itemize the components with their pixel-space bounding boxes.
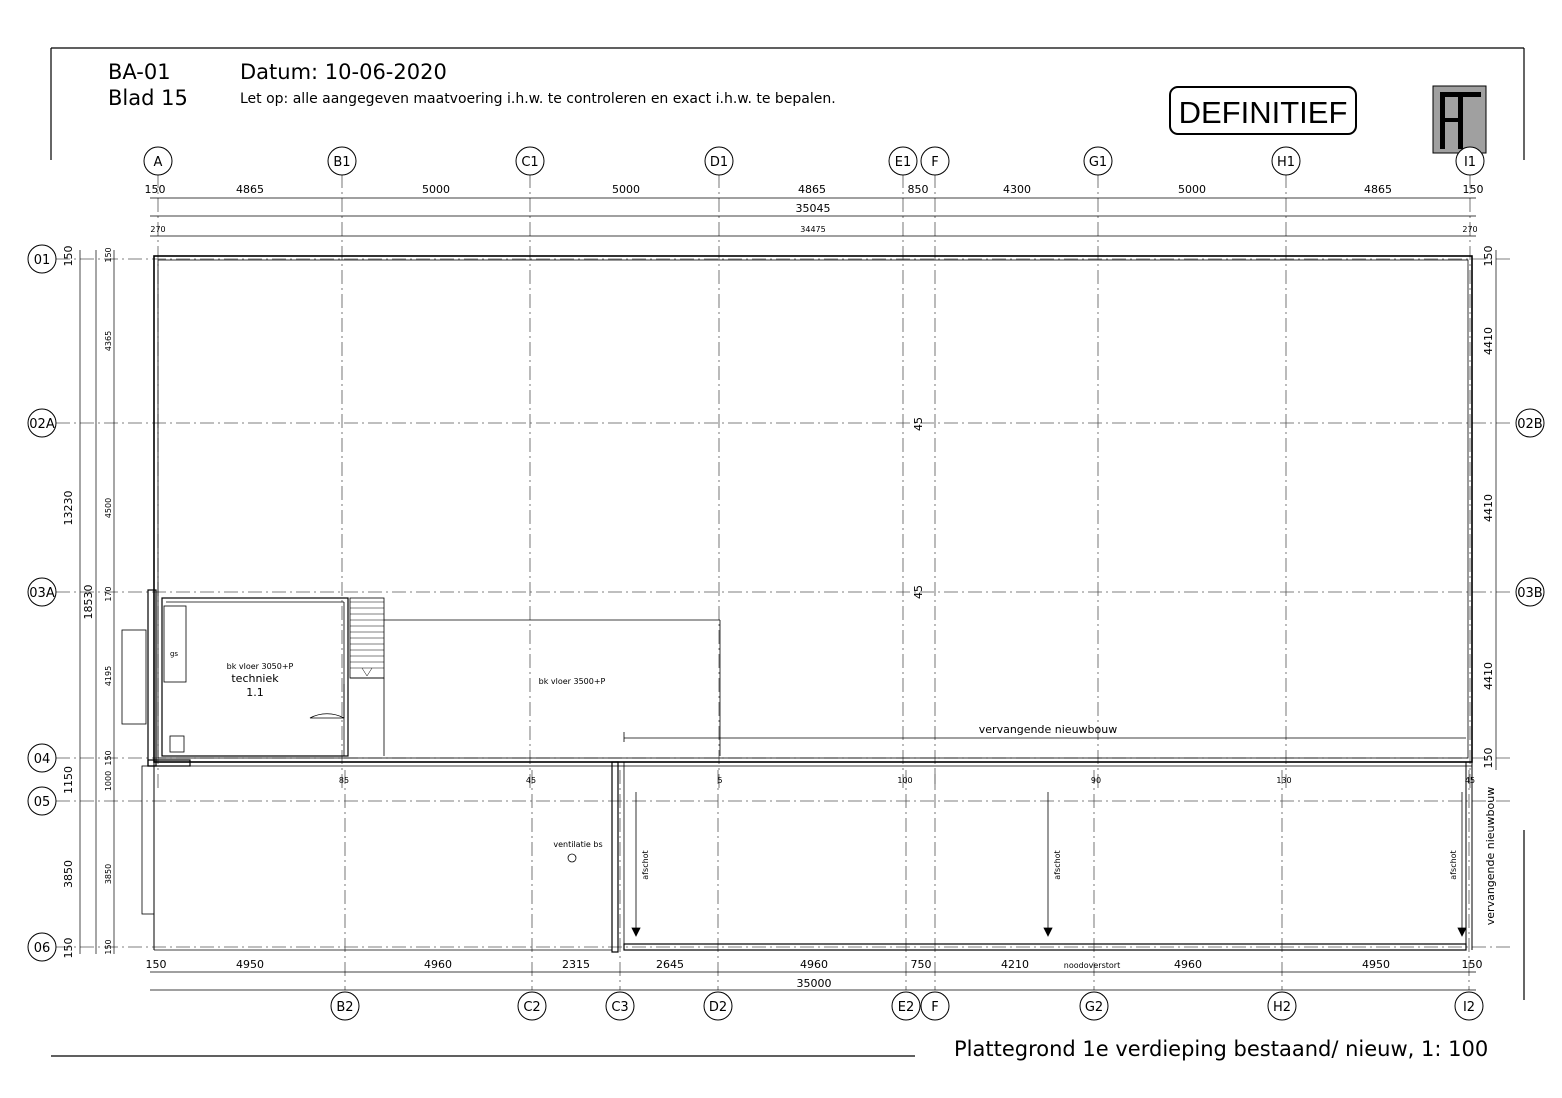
dim-bottom-3: 2315: [562, 958, 590, 971]
grid-bubble-bottom-5-label: F: [931, 1000, 939, 1015]
dim-left-outer-2: 1150: [62, 766, 75, 794]
dim-left-total: 18530: [82, 584, 95, 620]
dim-bottom-6: 750: [910, 958, 932, 971]
grid-bubble-bottom-3-label: D2: [708, 1000, 728, 1015]
grid-bubble-left-0-label: 01: [33, 253, 51, 268]
grid-bubble-bottom-1-label: C2: [523, 1000, 541, 1015]
grid-bubble-top-0-label: A: [153, 155, 163, 170]
overflow-label: noodoverstort: [1063, 961, 1121, 970]
grid-bubble-bottom-7-label: H2: [1272, 1000, 1292, 1015]
grid-bubble-bottom-6-label: G2: [1084, 1000, 1104, 1015]
gs-label: gs: [169, 650, 179, 658]
dim-top-4: 4865: [798, 183, 826, 196]
column-mark-6: 45: [1464, 776, 1476, 785]
dim-left-inner-5: 150: [104, 750, 113, 766]
dim-bottom-5: 4960: [800, 958, 828, 971]
dim-bottom-2: 4960: [424, 958, 452, 971]
mid-mark-1: 45: [912, 417, 925, 431]
dim-bottom-4: 2645: [656, 958, 684, 971]
dim-top-8: 4865: [1364, 183, 1392, 196]
floor-level-second: bk vloer 3500+P: [538, 677, 606, 686]
grid-bubble-bottom-0-label: B2: [336, 1000, 354, 1015]
column-mark-3: 100: [897, 776, 913, 785]
dim-inner-top-1: 34475: [800, 225, 826, 234]
grid-bubble-right-0-label: 02B: [1517, 417, 1543, 432]
column-mark-0: 85: [338, 776, 350, 785]
column-mark-2: 5: [717, 776, 723, 785]
sheet-note: Let op: alle aangegeven maatvoering i.h.w. te controleren en exact i.h.w. te bepalen.: [240, 91, 836, 107]
dim-top-1: 4865: [236, 183, 264, 196]
stair-treads: [350, 602, 384, 676]
dim-top-2: 5000: [422, 183, 450, 196]
dim-top-total: 35045: [795, 202, 831, 215]
grid-bubble-left-5-label: 06: [33, 941, 51, 956]
grid-bubble-bottom-4-label: E2: [897, 1000, 915, 1015]
dim-right-1: 4410: [1482, 327, 1495, 355]
new-build-label: vervangende nieuwbouw: [978, 723, 1118, 736]
building-outline: [122, 256, 1472, 952]
slope-label-2: afschot: [1053, 850, 1062, 880]
dim-left-outer-4: 150: [62, 937, 75, 959]
status-stamp: DEFINITIEF: [1169, 86, 1357, 135]
dim-left-outer-1: 13230: [62, 490, 75, 526]
dim-bottom-9: 4950: [1362, 958, 1390, 971]
dim-right-3: 4410: [1482, 662, 1495, 690]
grid-bubble-top-5-label: F: [931, 155, 939, 170]
room-number: 1.1: [246, 686, 264, 699]
dim-top-5: 850: [907, 183, 929, 196]
dim-left-outer-0: 150: [62, 245, 75, 267]
dim-bottom-8: 4960: [1174, 958, 1202, 971]
dim-left-inner-1: 4365: [104, 330, 113, 352]
grid-bubble-top-1-label: B1: [333, 155, 351, 170]
grid-bubble-top-2-label: C1: [521, 155, 539, 170]
grid-bubble-left-2-label: 03A: [29, 586, 55, 601]
ht-logo: [1433, 86, 1486, 153]
dim-right-2: 4410: [1482, 494, 1495, 522]
dim-bottom-0: 150: [145, 958, 167, 971]
grid-bubble-top-3-label: D1: [709, 155, 729, 170]
dim-top-3: 5000: [612, 183, 640, 196]
title-frame: [51, 48, 1524, 1056]
dim-bottom-1: 4950: [236, 958, 264, 971]
grid-bubble-top-4-label: E1: [894, 155, 912, 170]
grid-bubble-right-1-label: 03B: [1517, 586, 1543, 601]
dim-bottom-total: 35000: [796, 977, 832, 990]
column-mark-5: 130: [1276, 776, 1292, 785]
dim-left-inner-2: 4500: [104, 497, 113, 519]
dim-top-6: 4300: [1003, 183, 1031, 196]
slope-arrows: [632, 792, 1466, 936]
dim-left-inner-7: 3850: [104, 863, 113, 885]
grid-lines: [56, 174, 1514, 990]
sheet-code: BA-01: [108, 60, 171, 84]
dim-top-0: 150: [144, 183, 166, 196]
dim-inner-top-2: 270: [1462, 225, 1478, 234]
grid-bubble-bottom-8-label: I2: [1462, 1000, 1476, 1015]
grid-bubble-bottom-2-label: C3: [611, 1000, 629, 1015]
mid-mark-2: 45: [912, 585, 925, 599]
dim-top-7: 5000: [1178, 183, 1206, 196]
dim-left-inner-8: 150: [104, 939, 113, 955]
dim-right-4: 150: [1482, 747, 1495, 769]
grid-bubble-top-7-label: H1: [1276, 155, 1296, 170]
dim-left-inner-0: 150: [104, 247, 113, 263]
grid-bubble-top-8-label: I1: [1463, 155, 1477, 170]
dim-right-0: 150: [1482, 245, 1495, 267]
slope-label-3: afschot: [1449, 850, 1458, 880]
grid-bubble-top-6-label: G1: [1088, 155, 1108, 170]
room-name: techniek: [231, 672, 279, 685]
dim-left-outer-3: 3850: [62, 860, 75, 888]
slope-label-1: afschot: [641, 850, 650, 880]
dimension-lines: [80, 198, 1496, 990]
dim-top-9: 150: [1462, 183, 1484, 196]
grid-bubble-left-1-label: 02A: [29, 417, 55, 432]
dim-bottom-10: 150: [1461, 958, 1483, 971]
grid-bubble-left-3-label: 04: [33, 752, 51, 767]
floor-level-techniek: bk vloer 3050+P: [226, 662, 294, 671]
ventilation-label: ventilatie bs: [553, 840, 603, 849]
dimension-texts: [62, 183, 1495, 990]
new-build-vertical-label: vervangende nieuwbouw: [1484, 786, 1497, 926]
dim-left-inner-3: 170: [104, 586, 113, 602]
grid-bubbles: [28, 147, 1544, 1020]
dim-bottom-7: 4210: [1001, 958, 1029, 971]
column-mark-4: 90: [1090, 776, 1102, 785]
sheet-number: Blad 15: [108, 86, 188, 110]
grid-bubble-left-4-label: 05: [33, 795, 51, 810]
dim-inner-top-0: 270: [150, 225, 166, 234]
dim-left-inner-6: 1000: [104, 770, 113, 792]
column-mark-1: 45: [525, 776, 537, 785]
dim-left-inner-4: 4195: [104, 665, 113, 687]
sheet-date: Datum: 10-06-2020: [240, 60, 447, 84]
plan-title: Plattegrond 1e verdieping bestaand/ nieuw, 1: 100: [954, 1037, 1489, 1061]
